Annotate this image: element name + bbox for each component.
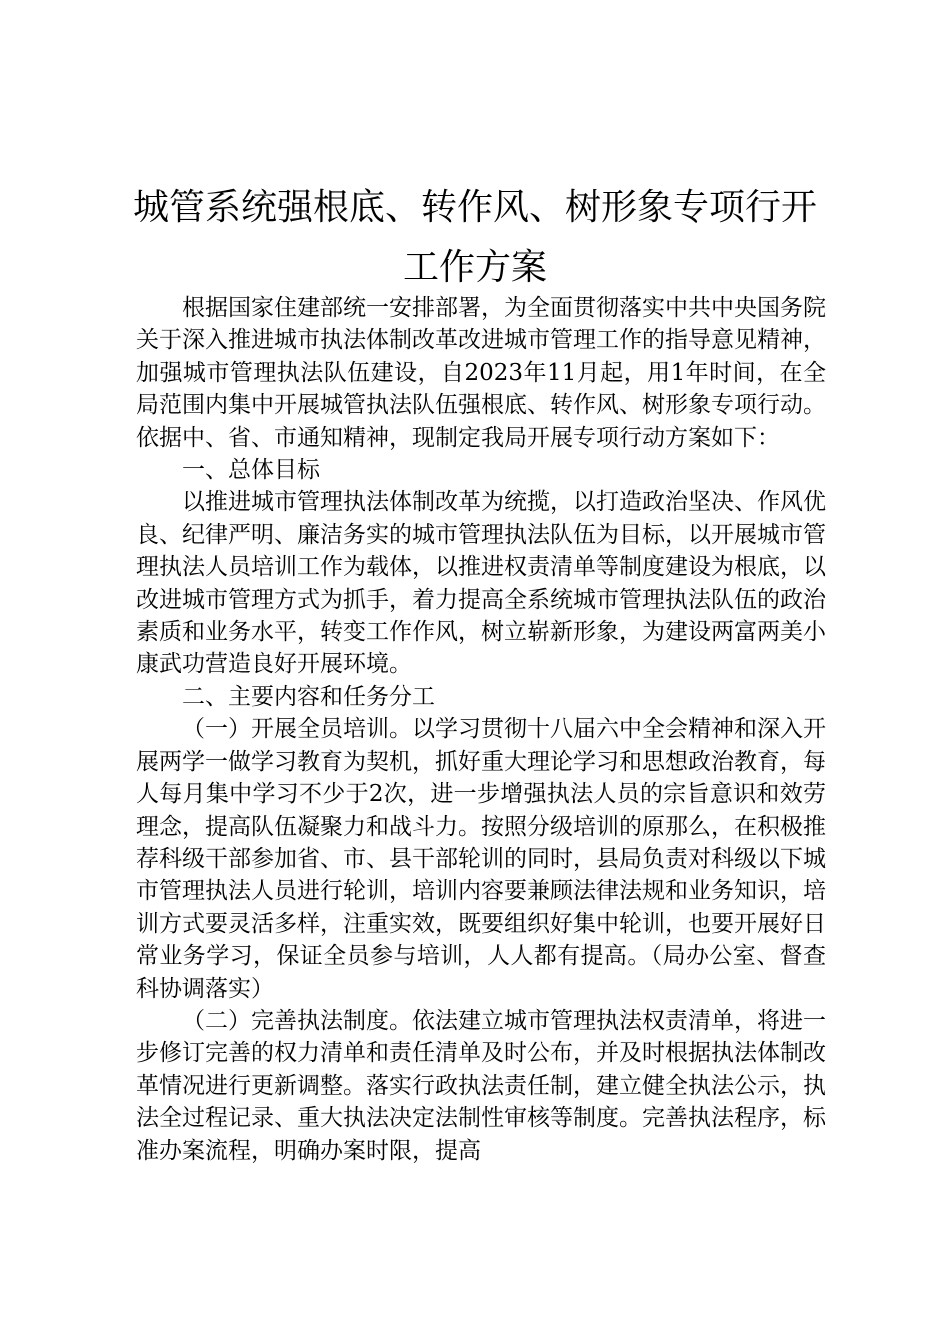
section-heading-main-content: 二、主要内容和任务分工: [182, 683, 435, 710]
document-title-line-2: 工作方案: [402, 247, 547, 288]
overall-goal-paragraph: 以推进城市管理执法体制改革为统揽，以打造政治坚决、作风优良、纪律严明、廉洁务实的城市管理执法队伍为目标，以开展城市管理执法人员培训工作为载体，以推进权责清单等制度建设为根底，以改进城市管理方式为抓手，着力提高全系统城市管理执法队伍的政治素质和业务水平，转变工作作风，树立崭新形象，为建设两富两美小康武功营造良好开展环境。: [136, 489, 826, 678]
training-paragraph: （一）开展全员培训。以学习贯彻十八届六中全会精神和深入开展两学一做学习教育为契机，抓好重大理论学习和思想政治教育，每人每月集中学习不少于2次，进一步增强执法人员的宗旨意识和效劳理念，提高队伍凝聚力和战斗力。按照分级培训的原那么，在积极推荐科级干部参加省、市、县干部轮训的同时，县局负责对科级以下城市管理执法人员进行轮训，培训内容要兼顾法律法规和业务知识，培训方式要灵活多样，注重实效，既要组织好集中轮训，也要开展好日常业务学习，保证全员参与培训，人人都有提高。（局办公室、督查科协调落实）: [136, 716, 826, 1002]
document-body: [136, 292, 826, 1167]
section-heading-overall-goal: 一、总体目标: [182, 457, 320, 484]
document-title-line-1: 城管系统强根底、转作风、树形象专项行开: [132, 187, 817, 228]
enforcement-system-paragraph: （二）完善执法制度。依法建立城市管理执法权责清单，将进一步修订完善的权力清单和责任清单及时公布，并及时根据执法体制改革情况进行更新调整。落实行政执法责任制，建立健全执法公示，执法全过程记录、重大执法决定法制性审核等制度。完善执法程序，标准办案流程，明确办案时限，提高: [136, 1007, 826, 1164]
intro-paragraph: 根据国家住建部统一安排部署，为全面贯彻落实中共中央国务院关于深入推进城市执法体制改革改进城市管理工作的指导意见精神，加强城市管理执法队伍建设，自2023年11月起，用1年时间，在全局范围内集中开展城管执法队伍强根底、转作风、树形象专项行动。依据中、省、市通知精神，现制定我局开展专项行动方案如下：: [136, 295, 826, 451]
